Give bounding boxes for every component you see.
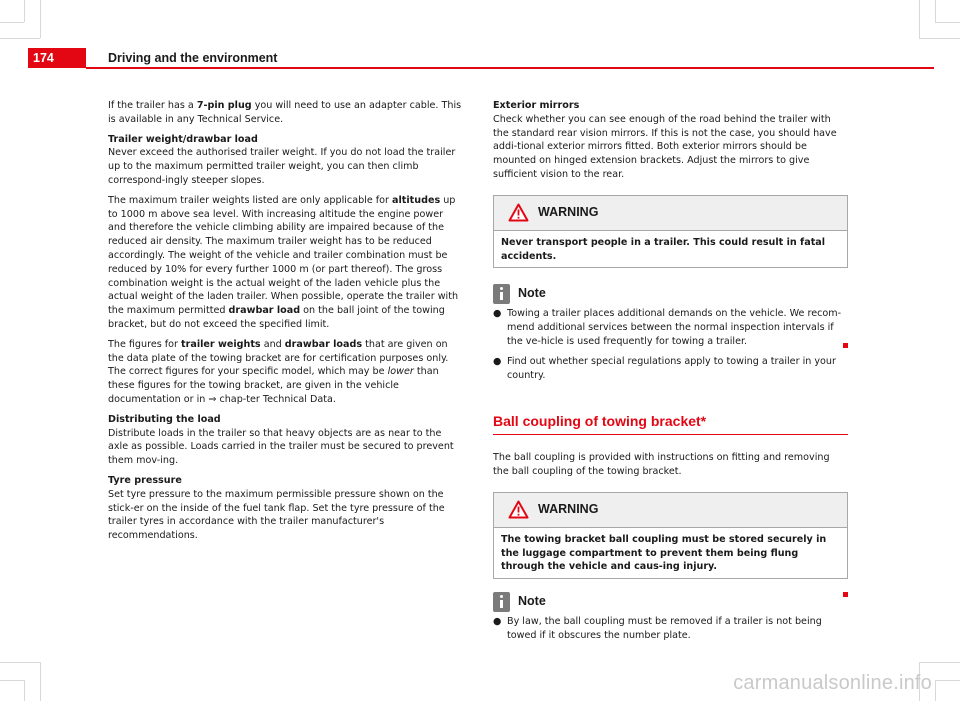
note-header bbox=[493, 284, 848, 304]
weight-paragraph-2 bbox=[108, 194, 463, 332]
mirrors-paragraph: Check whether you can see enough of the road behind the trailer with the standard rear vision mirrors. If this is not the case, you should have addi-tional exterior mirrors fitted. Both exterior mirrors should be mounted on hinged extension brackets. Adjust the mirrors to give sufficient vision to the rear. bbox=[493, 113, 837, 180]
bullet-dot: ● bbox=[493, 616, 502, 628]
right-column bbox=[493, 99, 848, 643]
text: on the ball joint of the towing bracket, but do not exceed the specified limit. bbox=[108, 305, 445, 330]
text: The maximum trailer weights listed are only applicable for bbox=[108, 194, 393, 206]
warning-triangle-icon bbox=[508, 203, 529, 222]
warning-label: WARNING bbox=[538, 204, 599, 219]
note-bullet bbox=[493, 355, 848, 383]
crop-mark bbox=[24, 0, 25, 22]
figures-paragraph bbox=[108, 338, 463, 407]
crop-mark bbox=[935, 680, 960, 681]
warning-label: WARNING bbox=[538, 501, 599, 516]
text: up to 1000 m above sea level. With increasing altitude the engine power and therefore the vehicle climbing ability are impaired because of the reduced air density. The maximum trailer weight has to be reduced accordingly. The weight of the vehicle and trailer combination must be reduced by 10% for every further 1000 m (or part thereof). The gross combination weight is the actual weight of the laden vehicle plus the actual weight of the laden trailer. When possible, operate the trailer with the maximum permitted bbox=[108, 194, 459, 317]
note-label: Note bbox=[518, 286, 546, 301]
crop-mark bbox=[0, 662, 40, 663]
crop-mark bbox=[40, 0, 41, 38]
text: that are given on the data plate of the towing bracket are for certification purposes only. The correct figures for your specific model, which may be bbox=[108, 338, 449, 378]
crop-mark bbox=[0, 22, 24, 23]
left-column bbox=[108, 99, 463, 549]
emphasis: drawbar loads bbox=[284, 338, 363, 350]
warning-header bbox=[494, 196, 847, 231]
text: The figures for bbox=[108, 338, 182, 350]
note-info-icon bbox=[493, 284, 510, 304]
warning-text: Never transport people in a trailer. This could result in fatal accidents. bbox=[501, 236, 826, 262]
warning-box bbox=[493, 195, 848, 269]
section-end-mark bbox=[843, 343, 848, 348]
note-bullet-text: Towing a trailer places additional demands on the vehicle. We recom-mend additional services between the normal inspection intervals if the ve-hicle is used frequently for towing a trailer. bbox=[507, 308, 842, 347]
chapter-title: Driving and the environment bbox=[108, 51, 278, 65]
load-heading: Distributing the load bbox=[108, 413, 221, 425]
note-bullet-text: Find out whether special regulations apply to towing a trailer in your country. bbox=[507, 355, 836, 381]
tyre-heading: Tyre pressure bbox=[108, 474, 182, 486]
crop-mark bbox=[935, 0, 936, 22]
crop-mark bbox=[919, 0, 920, 38]
header-rule bbox=[86, 67, 934, 69]
adapter-paragraph bbox=[108, 99, 463, 127]
note-info-icon bbox=[493, 592, 510, 612]
warning-text: The towing bracket ball coupling must be stored securely in the luggage compartment to prevent them being flung through the vehicle and caus-ing injury. bbox=[501, 533, 827, 573]
warning-box bbox=[493, 492, 848, 579]
crop-mark bbox=[935, 22, 960, 23]
emphasis: drawbar load bbox=[228, 305, 301, 317]
text: you will need to use an adapter cable. This is available in any Technical Service. bbox=[108, 100, 462, 125]
weight-paragraph-1: Never exceed the authorised trailer weight. If you do not load the trailer up to the maximum permitted trailer weight, you can then climb correspond-ingly steeper slopes. bbox=[108, 147, 456, 186]
note-label: Note bbox=[518, 594, 546, 609]
note-header bbox=[493, 592, 848, 612]
page-number: 174 bbox=[28, 48, 86, 68]
load-paragraph: Distribute loads in the trailer so that heavy objects are as near to the axle as possible. Loads carried in the trailer must be secured to prevent them mov-ing. bbox=[108, 427, 454, 467]
warning-triangle-icon bbox=[508, 500, 529, 519]
bullet-dot: ● bbox=[493, 308, 502, 320]
crop-mark bbox=[935, 680, 936, 701]
text: If the trailer has a bbox=[108, 100, 197, 111]
watermark: carmanualsonline.info bbox=[733, 672, 932, 694]
warning-header bbox=[494, 493, 847, 528]
bullet-dot: ● bbox=[493, 355, 502, 367]
emphasis: altitudes bbox=[392, 194, 441, 206]
note-bullet bbox=[493, 307, 848, 348]
crop-mark bbox=[0, 38, 40, 39]
crop-mark bbox=[24, 680, 25, 701]
weight-heading: Trailer weight/drawbar load bbox=[108, 133, 258, 145]
mirrors-heading: Exterior mirrors bbox=[493, 100, 580, 111]
section-title: Ball coupling of towing bracket* bbox=[493, 415, 848, 435]
crop-mark bbox=[0, 680, 24, 681]
italic-emphasis: lower bbox=[387, 366, 414, 378]
emphasis: trailer weights bbox=[181, 338, 261, 350]
emphasis: 7-pin plug bbox=[196, 100, 252, 111]
tyre-paragraph: Set tyre pressure to the maximum permissible pressure shown on the stick-er on the inside of the fuel tank flap. Set the tyre pressure of the trailer tyres in accordance with the trailer manufacturer's recommendations. bbox=[108, 488, 445, 542]
section-end-mark bbox=[843, 592, 848, 597]
note-bullet-text: By law, the ball coupling must be removed if a trailer is not being towed if it obscures the number plate. bbox=[507, 616, 822, 641]
text: and bbox=[260, 338, 285, 350]
ball-coupling-paragraph: The ball coupling is provided with instructions on fitting and removing the ball coupling of the towing bracket. bbox=[493, 452, 830, 477]
note-bullet bbox=[493, 615, 848, 643]
crop-mark bbox=[919, 38, 960, 39]
crop-mark bbox=[919, 662, 960, 663]
crop-mark bbox=[40, 662, 41, 701]
text: than these figures for the towing bracket, are given in the vehicle documentation or in ⇒ chap-ter Technical Data. bbox=[108, 366, 439, 405]
